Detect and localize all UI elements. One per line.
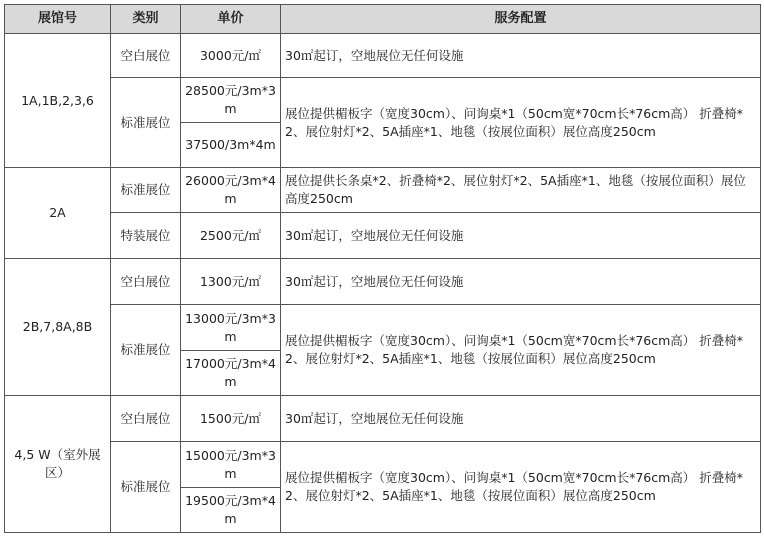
price-cell: 3000元/㎡	[181, 34, 281, 78]
table-row	[5, 78, 761, 123]
table-row	[5, 305, 761, 351]
service-cell: 30㎡起订，空地展位无任何设施	[281, 34, 761, 78]
category-cell: 标准展位	[111, 168, 181, 213]
table-header-row	[5, 5, 761, 34]
hall-cell: 1A,1B,2,3,6	[5, 34, 111, 168]
booth-pricing-table	[4, 4, 761, 533]
category-cell: 空白展位	[111, 396, 181, 442]
service-cell: 展位提供楣板字（宽度30cm）、问询桌*1（50cm宽*70cm长*76cm高） 折叠椅*2、展位射灯*2、5A插座*1、地毯（按展位面积）展位高度250cm	[281, 78, 761, 168]
service-cell: 展位提供楣板字（宽度30cm）、问询桌*1（50cm宽*70cm长*76cm高） 折叠椅*2、展位射灯*2、5A插座*1、地毯（按展位面积）展位高度250cm	[281, 305, 761, 396]
category-cell: 标准展位	[111, 442, 181, 533]
category-cell: 标准展位	[111, 78, 181, 168]
service-cell: 30㎡起订，空地展位无任何设施	[281, 396, 761, 442]
table-row	[5, 259, 761, 305]
service-cell: 30㎡起订，空地展位无任何设施	[281, 213, 761, 259]
hall-cell: 2A	[5, 168, 111, 259]
table-row	[5, 442, 761, 488]
price-cell: 1300元/㎡	[181, 259, 281, 305]
hall-cell: 2B,7,8A,8B	[5, 259, 111, 396]
column-header-hall: 展馆号	[5, 5, 111, 34]
price-cell: 13000元/3m*3m	[181, 305, 281, 351]
column-header-category: 类别	[111, 5, 181, 34]
table-row	[5, 396, 761, 442]
price-cell: 15000元/3m*3m	[181, 442, 281, 488]
price-cell: 19500元/3m*4m	[181, 488, 281, 533]
price-cell: 17000元/3m*4m	[181, 351, 281, 396]
service-cell: 展位提供楣板字（宽度30cm）、问询桌*1（50cm宽*70cm长*76cm高） 折叠椅*2、展位射灯*2、5A插座*1、地毯（按展位面积）展位高度250cm	[281, 442, 761, 533]
price-cell: 26000元/3m*4m	[181, 168, 281, 213]
category-cell: 特装展位	[111, 213, 181, 259]
hall-cell: 4,5 W（室外展区）	[5, 396, 111, 533]
price-cell: 1500元/㎡	[181, 396, 281, 442]
price-cell: 37500/3m*4m	[181, 123, 281, 168]
price-cell: 28500元/3m*3m	[181, 78, 281, 123]
column-header-price: 单价	[181, 5, 281, 34]
service-cell: 30㎡起订，空地展位无任何设施	[281, 259, 761, 305]
table-row	[5, 213, 761, 259]
category-cell: 空白展位	[111, 34, 181, 78]
table-row	[5, 168, 761, 213]
service-cell: 展位提供长条桌*2、折叠椅*2、展位射灯*2、5A插座*1、地毯（按展位面积）展位高度250cm	[281, 168, 761, 213]
column-header-service: 服务配置	[281, 5, 761, 34]
category-cell: 空白展位	[111, 259, 181, 305]
category-cell: 标准展位	[111, 305, 181, 396]
price-cell: 2500元/㎡	[181, 213, 281, 259]
table-row	[5, 34, 761, 78]
